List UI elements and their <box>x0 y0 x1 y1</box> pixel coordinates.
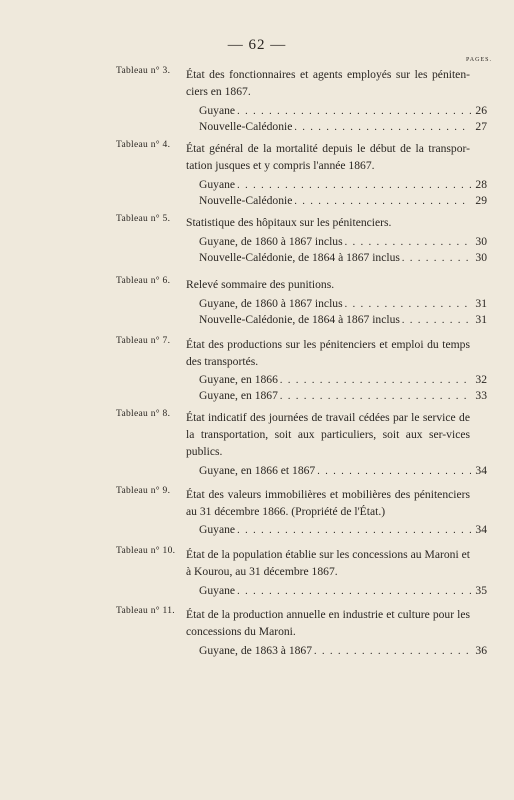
row-name: Guyane, de 1860 à 1867 inclus <box>199 235 343 248</box>
row-name: Guyane, en 1866 et 1867 <box>199 464 316 477</box>
row-name: Guyane, de 1863 à 1867 <box>199 644 313 657</box>
row-name: Guyane <box>199 178 236 191</box>
toc-row <box>199 522 487 538</box>
toc-row <box>199 372 487 388</box>
dot-leader <box>402 251 471 267</box>
page-number: — 62 — <box>227 37 287 53</box>
row-name: Guyane, de 1860 à 1867 inclus <box>199 297 343 310</box>
row-page: 34 <box>475 523 487 536</box>
row-page: 35 <box>475 584 487 597</box>
tableau-label: Tableau n° 4. <box>116 140 171 150</box>
tableau-label: Tableau n° 7. <box>116 336 171 346</box>
dot-leader <box>345 235 471 251</box>
row-name: Guyane <box>199 523 236 536</box>
row-page: 30 <box>475 251 487 264</box>
row-name: Guyane <box>199 104 236 117</box>
toc-row <box>199 312 487 328</box>
tableau-label: Tableau n° 3. <box>116 66 171 76</box>
toc-row <box>199 193 487 209</box>
dot-leader <box>294 194 471 210</box>
row-name: Guyane, en 1867 <box>199 389 278 402</box>
tableau-label: Tableau n° 6. <box>116 276 171 286</box>
row-name: Guyane, en 1866 <box>199 373 278 386</box>
toc-row <box>199 234 487 250</box>
toc-row <box>199 250 487 266</box>
toc-row <box>199 583 487 599</box>
tableau-title: État des fonctionnaires et agents employés sur les péniten-ciers en 1867. <box>186 68 470 98</box>
toc-row <box>199 388 487 404</box>
row-page: 28 <box>475 178 487 191</box>
tableau-title: Relevé sommaire des punitions. <box>186 278 335 291</box>
toc-row <box>199 119 487 135</box>
row-name: Nouvelle-Calédonie <box>199 194 293 207</box>
toc-row <box>199 296 487 312</box>
tableau-label: Tableau n° 9. <box>116 486 171 496</box>
tableau-title: État de la population établie sur les concessions au Maroni et à Kourou, au 31 décembre 1867. <box>186 548 470 578</box>
dot-leader <box>237 104 471 120</box>
dot-leader <box>237 523 471 539</box>
row-page: 32 <box>475 373 487 386</box>
tableau-title: État indicatif des journées de travail cédées par le service de la transportation, soit aux particuliers, soit aux ser-vices publics. <box>186 411 470 458</box>
tableau-title: État des valeurs immobilières et mobilières des pénitenciers au 31 décembre 1866. (Propriété de l'État.) <box>186 488 470 518</box>
pages-column-label: PAGES. <box>466 57 492 63</box>
row-page: 30 <box>475 235 487 248</box>
dot-leader <box>280 373 471 389</box>
tableau-label: Tableau n° 8. <box>116 409 171 419</box>
toc-row <box>199 463 487 479</box>
row-page: 34 <box>475 464 487 477</box>
row-name: Nouvelle-Calédonie <box>199 120 293 133</box>
row-name: Nouvelle-Calédonie, de 1864 à 1867 inclus <box>199 313 400 326</box>
row-page: 31 <box>475 313 487 326</box>
row-page: 36 <box>475 644 487 657</box>
toc-row <box>199 643 487 659</box>
row-page: 29 <box>475 194 487 207</box>
tableau-label: Tableau n° 11. <box>116 606 175 616</box>
tableau-title: État général de la mortalité depuis le début de la transpor-tation jusques et y compris l'année 1867. <box>186 142 470 172</box>
tableau-title: Statistique des hôpitaux sur les pénitenciers. <box>186 216 392 229</box>
dot-leader <box>294 120 471 136</box>
dot-leader <box>237 178 471 194</box>
row-name: Nouvelle-Calédonie, de 1864 à 1867 inclus <box>199 251 400 264</box>
row-page: 33 <box>475 389 487 402</box>
tableau-label: Tableau n° 10. <box>116 546 176 556</box>
dot-leader <box>237 584 471 600</box>
dot-leader <box>317 464 471 480</box>
tableau-title: État de la production annuelle en industrie et culture pour les concessions du Maroni. <box>186 608 470 638</box>
dot-leader <box>345 297 471 313</box>
row-page: 27 <box>475 120 487 133</box>
dot-leader <box>314 644 471 660</box>
dot-leader <box>280 389 471 405</box>
toc-row <box>199 103 487 119</box>
row-name: Guyane <box>199 584 236 597</box>
row-page: 31 <box>475 297 487 310</box>
tableau-label: Tableau n° 5. <box>116 214 171 224</box>
tableau-title: État des productions sur les pénitenciers et emploi du temps des transportés. <box>186 338 470 368</box>
toc-row <box>199 177 487 193</box>
row-page: 26 <box>475 104 487 117</box>
dot-leader <box>402 313 471 329</box>
